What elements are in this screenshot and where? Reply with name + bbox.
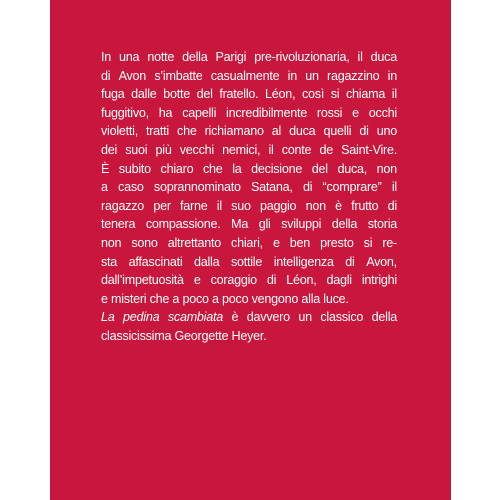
- word: si: [330, 87, 340, 102]
- word: di: [359, 124, 369, 139]
- word: dall’impetuosità: [101, 273, 184, 288]
- word: sviluppi: [281, 217, 322, 232]
- word: fratello.: [219, 87, 259, 102]
- word: il: [391, 180, 397, 195]
- book-title-word: pedina: [123, 310, 160, 325]
- word: duca: [370, 50, 397, 64]
- word: quelli: [323, 124, 352, 139]
- word: luce.: [323, 291, 349, 306]
- text-line: [101, 290, 397, 309]
- word: non: [101, 235, 122, 250]
- word: Léon,: [265, 87, 296, 102]
- word: nemici,: [222, 142, 261, 157]
- word: coraggio: [210, 273, 257, 288]
- word: dagli: [326, 273, 352, 288]
- text-line: [101, 308, 397, 327]
- word: poco: [222, 291, 249, 306]
- word: classico: [320, 310, 364, 325]
- text-line: [101, 178, 397, 197]
- word: casualmente: [210, 68, 280, 83]
- word: in: [387, 68, 397, 83]
- word: di: [302, 180, 313, 195]
- word: del: [196, 87, 213, 102]
- word: e: [101, 291, 108, 306]
- word: di: [101, 68, 111, 83]
- word: suo: [231, 198, 251, 213]
- word: altrettanto: [167, 235, 221, 250]
- text-line: [101, 160, 397, 179]
- word: ragazzo: [101, 198, 145, 213]
- text-line: [101, 197, 397, 216]
- word: chiari,: [231, 235, 263, 250]
- word: che: [177, 124, 197, 139]
- word: subito: [118, 161, 151, 176]
- text-line: [101, 122, 397, 141]
- word: un: [298, 310, 312, 325]
- word: dalle: [131, 87, 157, 102]
- word: farne: [180, 198, 208, 213]
- word: occhi: [368, 105, 397, 120]
- word: a: [172, 291, 180, 306]
- word: della: [371, 310, 397, 325]
- word: sottile: [230, 254, 263, 269]
- word: Parigi: [215, 50, 247, 64]
- word: sta: [101, 254, 118, 269]
- word: così: [301, 87, 325, 102]
- word: davvero: [246, 310, 290, 325]
- word: per: [153, 198, 171, 213]
- word: uno: [376, 124, 397, 139]
- word: più: [155, 142, 172, 157]
- word: decisione: [251, 161, 303, 176]
- word: il: [357, 50, 363, 64]
- word: In: [101, 50, 112, 64]
- word: alla: [301, 291, 321, 306]
- word: della: [182, 50, 208, 64]
- text-line: [101, 141, 397, 160]
- word: dalla: [193, 254, 220, 269]
- word: richiamano: [204, 124, 264, 139]
- word: ben: [289, 235, 311, 250]
- word: il: [391, 87, 397, 102]
- text-line: [101, 215, 397, 234]
- word: Avon: [118, 68, 147, 83]
- word: Heyer.: [231, 328, 267, 343]
- word: di: [387, 198, 397, 213]
- word: ragazzino: [327, 68, 380, 83]
- text-line: [101, 67, 397, 86]
- word: re-: [382, 235, 397, 250]
- word: Léon,: [286, 273, 317, 288]
- word: chiama: [346, 87, 386, 102]
- word: tratti: [145, 124, 169, 139]
- word: s’imbatte: [154, 68, 203, 83]
- word: a: [101, 180, 108, 195]
- word: de: [319, 142, 333, 157]
- word: dei: [101, 142, 118, 157]
- word: duca: [289, 124, 316, 139]
- text-line: [101, 253, 397, 272]
- word: si: [363, 235, 373, 250]
- word: al: [271, 124, 282, 139]
- word: di: [266, 273, 277, 288]
- word: botte: [163, 87, 190, 102]
- text-line: [101, 327, 397, 346]
- word: duca,: [337, 161, 368, 176]
- word: non: [305, 198, 326, 213]
- word: e: [272, 235, 280, 250]
- word: la: [232, 161, 242, 176]
- text-line: [101, 104, 397, 123]
- text-line: [101, 234, 397, 253]
- text-line: [101, 48, 397, 67]
- word: È: [101, 161, 110, 176]
- word: e: [352, 105, 359, 120]
- word: vecchi: [179, 142, 214, 157]
- text-line: [101, 85, 397, 104]
- word: suoi: [125, 142, 148, 157]
- word: paggio: [259, 198, 297, 213]
- text-line: [101, 271, 397, 290]
- word: e: [193, 273, 201, 288]
- word: che: [149, 291, 170, 306]
- word: soprannominato: [153, 180, 241, 195]
- word: in: [287, 68, 297, 83]
- word: un: [305, 68, 319, 83]
- word: intelligenza: [273, 254, 334, 269]
- word: conte: [281, 142, 312, 157]
- word: fuggitivo,: [101, 105, 149, 120]
- synopsis-text: [101, 48, 397, 346]
- word: storia: [367, 217, 397, 232]
- word: classicissima: [101, 328, 172, 343]
- word: Saint-Vire.: [341, 142, 397, 157]
- word: caso: [118, 180, 144, 195]
- word: Georgette: [174, 328, 229, 343]
- word: è: [231, 310, 239, 325]
- word: affascinati: [128, 254, 183, 269]
- word: di: [345, 254, 355, 269]
- book-title-word: La: [101, 310, 115, 325]
- word: è: [335, 198, 342, 213]
- word: tenera: [101, 217, 136, 232]
- word: una: [119, 50, 140, 64]
- word: il: [268, 142, 274, 157]
- word: Avon,: [366, 254, 397, 269]
- word: il: [216, 198, 222, 213]
- word: della: [331, 217, 358, 232]
- word: gli: [258, 217, 271, 232]
- word: incredibilmente: [226, 105, 307, 120]
- word: capelli: [182, 105, 217, 120]
- word: violetti,: [101, 124, 138, 139]
- word: “comprare”: [322, 180, 382, 195]
- word: presto: [320, 235, 354, 250]
- word: pre-rivoluzionaria,: [254, 50, 350, 64]
- word: notte: [147, 50, 175, 64]
- word: fuga: [101, 87, 125, 102]
- word: del: [311, 161, 328, 176]
- word: intrighi: [361, 273, 397, 288]
- back-cover: [50, 0, 451, 500]
- word: rossi: [316, 105, 343, 120]
- book-title-word: scambiata: [167, 310, 223, 325]
- word: compassione.: [145, 217, 221, 232]
- word: sono: [131, 235, 158, 250]
- word: che: [203, 161, 223, 176]
- word: poco: [182, 291, 209, 306]
- word: non: [376, 161, 397, 176]
- word: Ma: [231, 217, 249, 232]
- word: a: [212, 291, 219, 306]
- word: vengono: [251, 291, 299, 306]
- word: ha: [158, 105, 173, 120]
- word: Satana,: [251, 180, 293, 195]
- word: chiaro: [160, 161, 194, 176]
- word: frutto: [351, 198, 379, 213]
- word: misteri: [111, 291, 147, 306]
